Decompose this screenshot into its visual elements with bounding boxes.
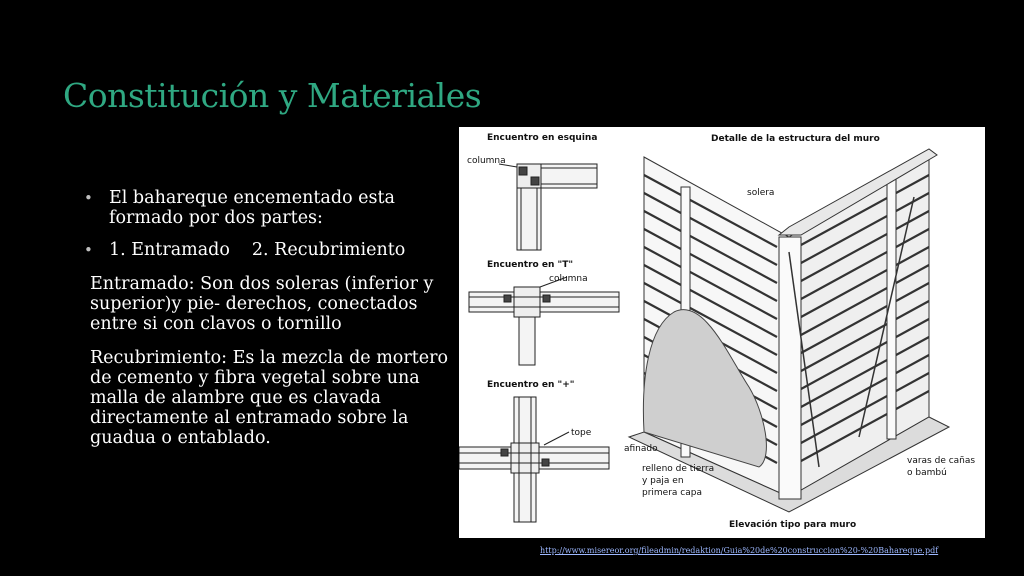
label-varas: o bambú	[907, 468, 947, 478]
label-varas: varas de cañas	[907, 456, 976, 466]
label-detalle: Detalle de la estructura del muro	[711, 134, 880, 144]
label-relleno: y paja en	[642, 476, 684, 486]
bullet-dot-icon: •	[84, 241, 93, 259]
label-tope: tope	[571, 428, 592, 438]
wall-diagram	[459, 127, 985, 538]
label-elevacion: Elevación tipo para muro	[729, 520, 857, 530]
t-joint-drawing	[469, 277, 619, 365]
bullet-text: El bahareque encementado esta formado por dos partes:	[109, 188, 395, 228]
bullet-text: 1. Entramado	[109, 240, 230, 260]
slide-title: Constitución y Materiales	[63, 76, 482, 115]
wall-structure-figure	[459, 127, 985, 538]
bullet-item	[84, 240, 452, 260]
source-link[interactable]: http://www.misereor.org/fileadmin/redaktion/Guia%20de%20construccion%20-%20Bahareque.pdf	[540, 546, 939, 555]
label-solera: solera	[747, 188, 775, 198]
label-columna: columna	[549, 274, 588, 284]
paragraph-entramado: Entramado: Son dos soleras (inferior y superior)y pie- derechos, conectados entre si con clavos o tornillo	[90, 274, 434, 334]
bullet-dot-icon: •	[84, 189, 93, 207]
slide-body	[84, 188, 452, 448]
cross-joint-drawing	[459, 397, 609, 522]
label-encuentro-esquina: Encuentro en esquina	[487, 133, 598, 143]
label-columna: columna	[467, 156, 506, 166]
label-relleno: relleno de tierra	[642, 464, 715, 474]
label-encuentro-t: Encuentro en "T"	[487, 260, 574, 270]
label-encuentro-plus: Encuentro en "+"	[487, 380, 575, 390]
wall-drawing	[629, 149, 949, 512]
corner-joint-drawing	[499, 164, 597, 250]
label-relleno: primera capa	[642, 488, 702, 498]
label-afinado: afinado	[624, 444, 658, 454]
paragraph-recubrimiento: Recubrimiento: Es la mezcla de mortero de cemento y fibra vegetal sobre una malla de alambre que es clavada directamente al entramado sobre la guadua o entablado.	[90, 348, 448, 448]
bullet-text: 2. Recubrimiento	[251, 240, 406, 260]
bullet-item	[84, 188, 452, 228]
